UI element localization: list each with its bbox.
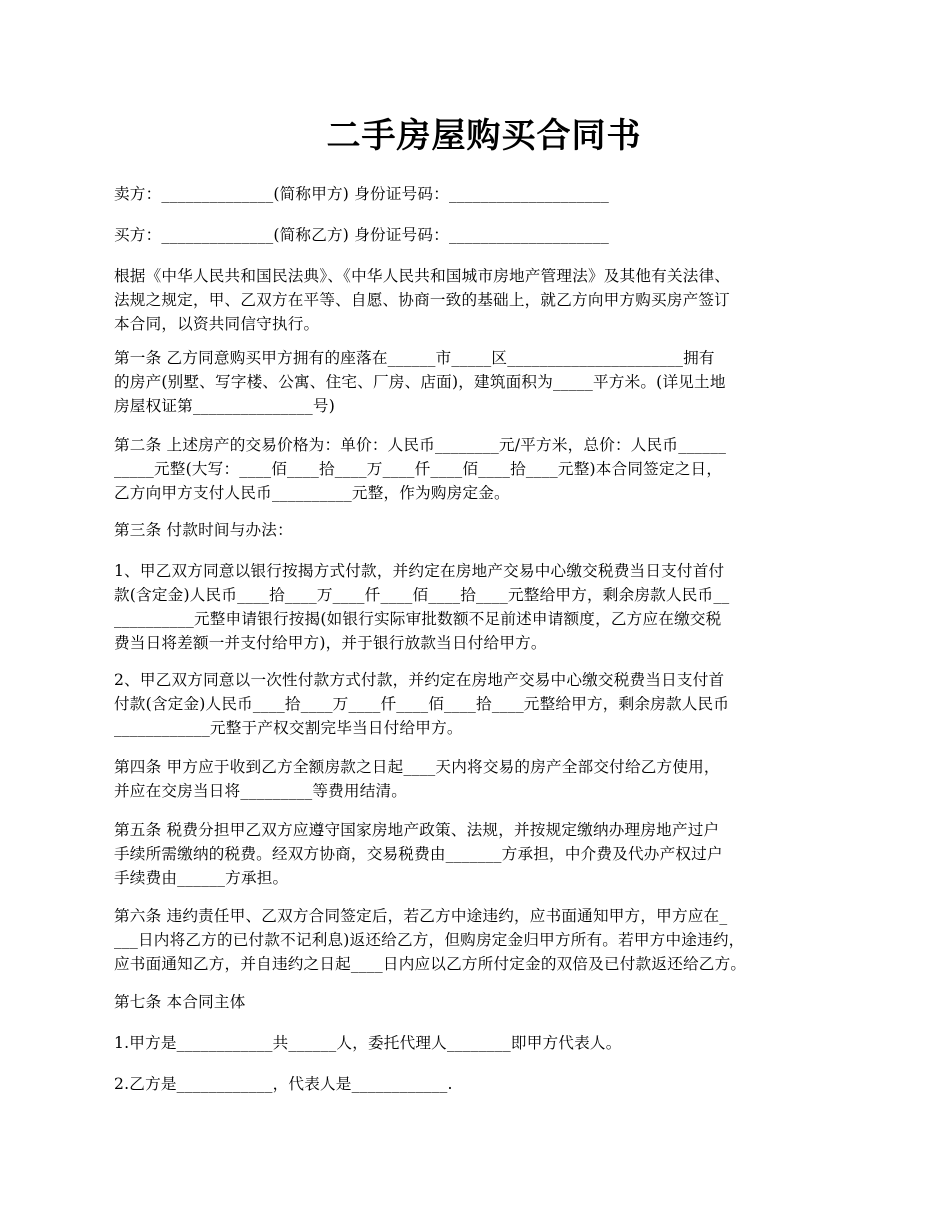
article-6-paragraph: 第六条 违约责任甲、乙双方合同签定后，若乙方中途违约，应书面通知甲方，甲方应在_ ___日内将乙方的已付款不记利息)返还给乙方，但购房定金归甲方所有。若甲方中途违约， 应书面通知乙方，并自违约之日起____日内应以乙方所付定金的双倍及已付款返还给乙方。 bbox=[114, 907, 747, 973]
party-b-line: 2.乙方是____________，代表人是____________. bbox=[114, 1075, 453, 1093]
document-title: 二手房屋购买合同书 bbox=[326, 116, 642, 156]
buyer-line: 买方：______________(简称乙方) 身份证号码：____________________ bbox=[114, 226, 609, 244]
seller-line: 卖方：______________(简称甲方) 身份证号码：____________________ bbox=[114, 185, 609, 203]
party-a-line: 1.甲方是____________共______人，委托代理人________即甲方代表人。 bbox=[114, 1034, 622, 1052]
article-2-paragraph: 第二条 上述房产的交易价格为：单价：人民币________元/平方米，总价：人民币______ _____元整(大写：____佰____拾____万____仟____佰____拾____元整)本合同签定之日， 乙方向甲方支付人民币__________元整，作为购房定金。 bbox=[114, 436, 727, 502]
payment-option-1-paragraph: 1、甲乙双方同意以银行按揭方式付款，并约定在房地产交易中心缴交税费当日支付首付 款(含定金)人民币____拾____万____仟____佰____拾____元整给甲方，剩余房款人民币__ __________元整申请银行按揭(如银行实际审批数额不足前述申请额度，乙方应在缴交税 费当日将差额一并支付给甲方)，并于银行放款当日付给甲方。 bbox=[114, 562, 730, 652]
article-1-paragraph: 第一条 乙方同意购买甲方拥有的座落在______市_____区______________________拥有 的房产(别墅、写字楼、公寓、住宅、厂房、店面)，建筑面积为_____平方米。(详见土地 房屋权证第_______________号) bbox=[114, 349, 726, 415]
article-3-heading: 第三条 付款时间与办法： bbox=[114, 521, 293, 539]
preamble-paragraph: 根据《中华人民共和国民法典》、《中华人民共和国城市房地产管理法》及其他有关法律、 法规之规定，甲、乙双方在平等、自愿、协商一致的基础上，就乙方向甲方购买房产签订 本合同，以资共同信守执行。 bbox=[114, 267, 731, 333]
article-7-heading: 第七条 本合同主体 bbox=[114, 993, 246, 1011]
article-4-paragraph: 第四条 甲方应于收到乙方全额房款之日起____天内将交易的房产全部交付给乙方使用， 并应在交房当日将_________等费用结清。 bbox=[114, 758, 720, 800]
article-5-paragraph: 第五条 税费分担甲乙双方应遵守国家房地产政策、法规，并按规定缴纳办理房地产过户 手续所需缴纳的税费。经双方协商，交易税费由_______方承担，中介费及代办产权过户 手续费由______方承担。 bbox=[114, 821, 723, 887]
payment-option-2-paragraph: 2、甲乙双方同意以一次性付款方式付款，并约定在房地产交易中心缴交税费当日支付首 付款(含定金)人民币____拾____万____仟____佰____拾____元整给甲方，剩余房款人民币 ____________元整于产权交割完毕当日付给甲方。 bbox=[114, 671, 730, 737]
